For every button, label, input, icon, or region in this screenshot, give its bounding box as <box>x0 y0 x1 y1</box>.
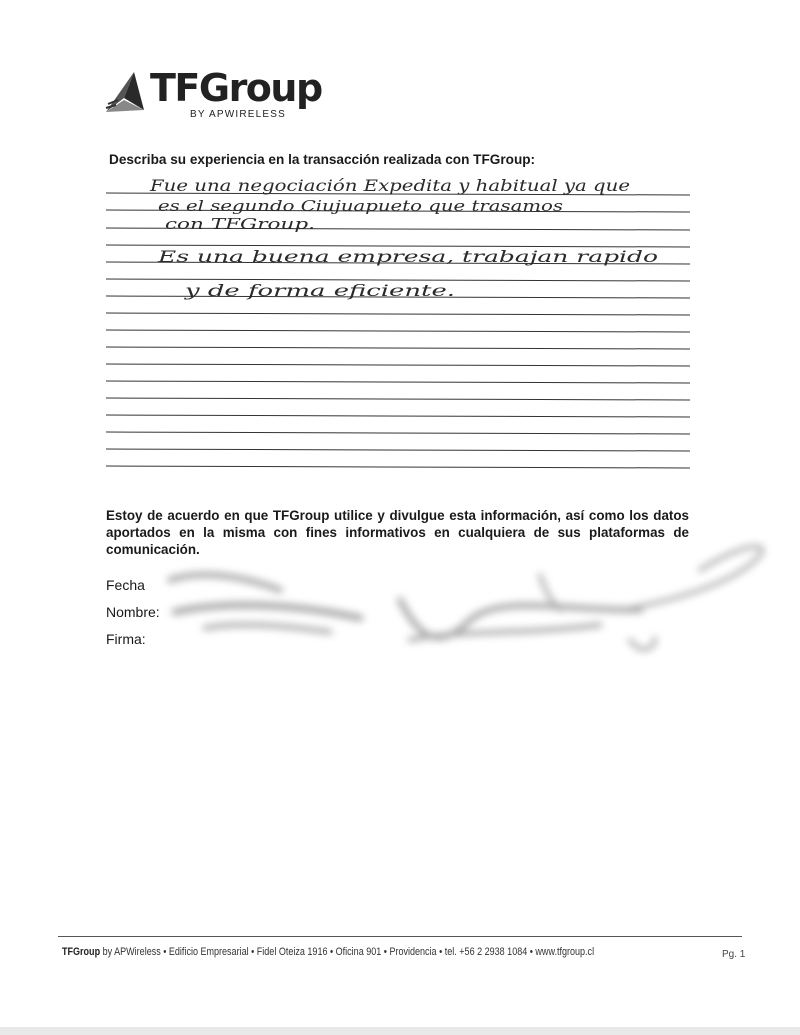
page-number: Pg. 1 <box>722 949 746 960</box>
footer-divider <box>58 936 742 937</box>
handwritten-line: Es una buena empresa, trabajan rapido <box>156 247 658 266</box>
scan-edge <box>0 1027 800 1035</box>
logo-tagline: BY APWIRELESS <box>190 109 287 120</box>
date-label: Fecha <box>106 577 145 593</box>
logo-brand: TFGroup <box>150 66 322 110</box>
handwritten-line: y de forma eficiente. <box>183 281 455 300</box>
consent-statement: Estoy de acuerdo en que TFGroup utilice y divulgue esta información, así como los datos aportados en la misma con fines informativos en cualquiera de sus plataformas de comunicación. <box>106 508 689 557</box>
question-label: Describa su experiencia en la transacción realizada con TFGroup: <box>109 152 536 167</box>
footer-details: by APWireless • Edificio Empresarial • Fidel Oteiza 1916 • Oficina 901 • Providencia • tel. +56 2 2938 1084 • www.tfgroup.cl <box>100 946 595 958</box>
signature-label: Firma: <box>106 631 146 647</box>
handwritten-line: Fue una negociación Expedita y habitual ya que <box>148 176 630 195</box>
handwritten-line: con TFGroup. <box>165 215 315 233</box>
footer-contact <box>62 946 594 958</box>
handwritten-line: es el segundo Ciujuapueto que trasamos <box>158 197 564 215</box>
footer-brand: TFGroup <box>62 946 101 958</box>
name-label: Nombre: <box>106 604 160 620</box>
